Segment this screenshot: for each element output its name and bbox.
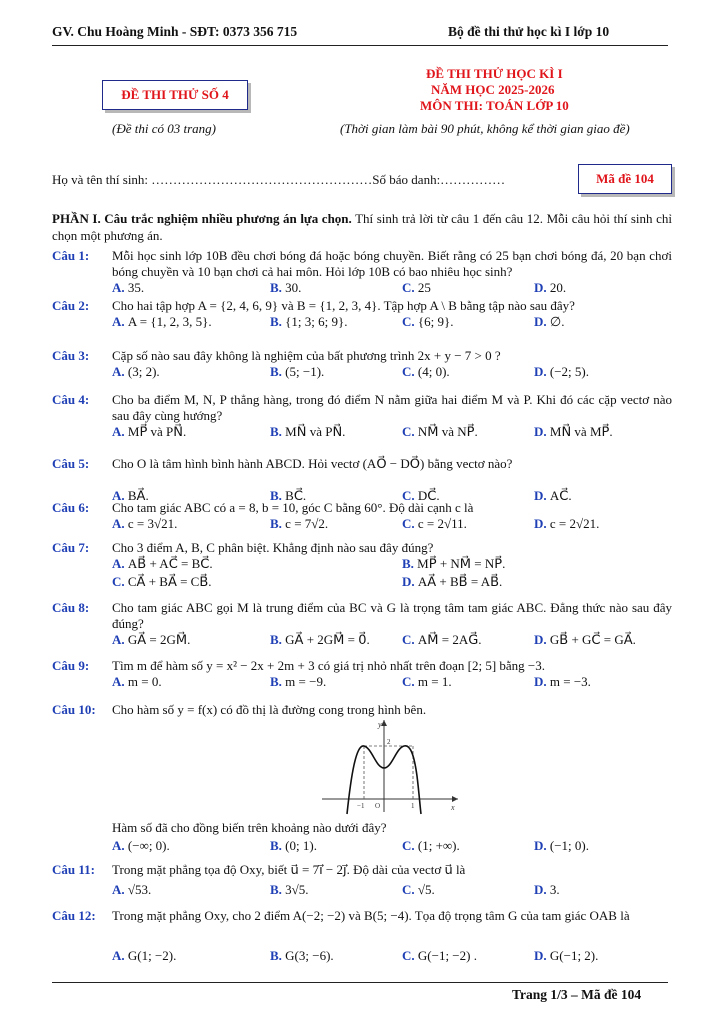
question-text: Cặp số nào sau đây không là nghiệm của bất phương trình 2x + y − 7 > 0 ? xyxy=(112,348,501,363)
option-text: AA⃗ + BB⃗ = AB⃗. xyxy=(417,574,503,589)
option-d[interactable] xyxy=(534,424,613,440)
option-text: 3. xyxy=(549,882,560,897)
option-a[interactable] xyxy=(112,838,170,854)
option-text: G(−1; −2) . xyxy=(417,948,477,963)
question-number: Câu 3: xyxy=(52,348,90,363)
option-letter: B. xyxy=(270,488,286,503)
option-text: DC⃗. xyxy=(417,488,440,503)
question-text: Mỗi học sinh lớp 10B đều chơi bóng đá hoặc bóng chuyền. Biết rằng có 25 bạn chơi bóng đá, 20 bạn chơi bóng chuyền và 10 bạn chơi cả hai môn. Hỏi lớp 10B có bao nhiêu học sinh? xyxy=(112,248,672,279)
option-c[interactable] xyxy=(402,364,450,380)
option-c[interactable] xyxy=(402,314,453,330)
option-letter: C. xyxy=(402,948,418,963)
option-b[interactable] xyxy=(270,882,309,898)
header-rule xyxy=(52,45,668,46)
option-text: NM⃗ và NP⃗. xyxy=(417,424,478,439)
option-text: CA⃗ + BA⃗ = CB⃗. xyxy=(127,574,212,589)
question-number: Câu 8: xyxy=(52,600,90,615)
option-letter: D. xyxy=(534,632,550,647)
question-number: Câu 1: xyxy=(52,248,90,263)
exam-title-3: MÔN THI: TOÁN LỚP 10 xyxy=(420,98,569,113)
option-text: m = 1. xyxy=(417,674,452,689)
option-letter: A. xyxy=(112,674,128,689)
header-teacher: GV. Chu Hoàng Minh - SĐT: 0373 356 715 xyxy=(52,24,298,39)
option-c[interactable] xyxy=(402,674,452,690)
x-label: x xyxy=(451,803,455,812)
option-letter: D. xyxy=(534,280,550,295)
option-letter: D. xyxy=(402,574,418,589)
option-d[interactable] xyxy=(534,838,589,854)
question-number: Câu 12: xyxy=(52,908,96,923)
option-d[interactable] xyxy=(534,632,636,648)
option-text: m = −9. xyxy=(285,674,327,689)
option-row xyxy=(112,516,672,532)
option-letter: B. xyxy=(270,424,286,439)
option-text: m = 0. xyxy=(127,674,162,689)
option-c[interactable] xyxy=(402,882,435,898)
option-letter: D. xyxy=(534,488,550,503)
option-text: c = 2√11. xyxy=(417,516,467,531)
footer-page: Trang 1/3 – Mã đề 104 xyxy=(512,987,642,1002)
option-d[interactable] xyxy=(534,882,560,898)
question-number: Câu 2: xyxy=(52,298,90,313)
option-letter: D. xyxy=(534,838,550,853)
question-text: Cho O là tâm hình bình hành ABCD. Hỏi vectơ (AO⃗ − DO⃗) bằng vectơ nào? xyxy=(112,456,513,471)
x-axis-arrow xyxy=(452,796,458,802)
option-letter: D. xyxy=(534,364,550,379)
option-text: √53. xyxy=(127,882,152,897)
option-d[interactable] xyxy=(534,280,566,296)
option-c[interactable] xyxy=(402,424,478,440)
question-subtext: Hàm số đã cho đồng biến trên khoảng nào dưới đây? xyxy=(112,820,387,835)
origin-label: O xyxy=(375,802,381,810)
part1-instruction: Thí sinh trả lời từ câu 1 đến câu 12. Mỗi câu hỏi thí sinh chỉ chọn một phương án. xyxy=(52,211,672,243)
question-number: Câu 5: xyxy=(52,456,90,471)
option-c[interactable] xyxy=(402,948,477,964)
option-a[interactable] xyxy=(112,364,160,380)
option-a[interactable] xyxy=(112,516,177,532)
option-a[interactable] xyxy=(112,632,190,648)
option-text: (0; 1). xyxy=(285,838,317,853)
option-text: MN⃗ và PN⃗. xyxy=(285,424,346,439)
option-text: MP⃗ + NM⃗ = NP⃗. xyxy=(417,556,506,571)
option-letter: C. xyxy=(402,516,418,531)
option-row xyxy=(112,882,672,898)
option-text: (4; 0). xyxy=(417,364,450,379)
pages-note: (Đề thi có 03 trang) xyxy=(112,121,216,136)
question-number: Câu 11: xyxy=(52,862,95,877)
option-letter: D. xyxy=(534,424,550,439)
option-text: AC⃗. xyxy=(549,488,572,503)
option-letter: B. xyxy=(270,838,286,853)
question-number: Câu 10: xyxy=(52,702,96,717)
option-row xyxy=(112,280,672,296)
part1-heading xyxy=(52,210,672,244)
y-axis-arrow xyxy=(381,720,387,726)
option-text: MN⃗ và MP⃗. xyxy=(549,424,613,439)
option-row xyxy=(112,424,672,440)
option-a[interactable] xyxy=(112,314,212,330)
option-letter: A. xyxy=(112,556,128,571)
option-d[interactable] xyxy=(534,948,598,964)
option-letter: A. xyxy=(112,632,128,647)
option-b[interactable] xyxy=(270,314,348,330)
option-a[interactable] xyxy=(112,424,186,440)
option-letter: B. xyxy=(270,364,286,379)
option-row xyxy=(112,574,672,590)
option-a[interactable] xyxy=(112,674,162,690)
option-letter: C. xyxy=(402,632,418,647)
option-row xyxy=(112,674,672,690)
exam-code: Mã đề 104 xyxy=(596,171,654,186)
option-letter: B. xyxy=(270,314,286,329)
tick-minus1: −1 xyxy=(357,802,365,810)
option-text: (−2; 5). xyxy=(549,364,589,379)
option-letter: C. xyxy=(402,314,418,329)
option-letter: C. xyxy=(402,882,418,897)
question-number: Câu 4: xyxy=(52,392,90,407)
y-label: y xyxy=(378,720,382,729)
option-d[interactable] xyxy=(534,364,589,380)
option-d[interactable] xyxy=(534,516,599,532)
question-text: Cho hai tập hợp A = {2, 4, 6, 9} và B = {1, 2, 3, 4}. Tập hợp A \ B bằng tập nào sau đây? xyxy=(112,298,575,313)
option-text: GA⃗ + 2GM⃗ = 0⃗. xyxy=(285,632,370,647)
option-text: 25 xyxy=(417,280,431,295)
question-number: Câu 7: xyxy=(52,540,90,555)
option-text: AM⃗ = 2AG⃗. xyxy=(417,632,482,647)
option-text: (3; 2). xyxy=(127,364,160,379)
exam-badge-label: ĐỀ THI THỬ SỐ 4 xyxy=(121,87,229,102)
option-text: {1; 3; 6; 9}. xyxy=(285,314,348,329)
option-b[interactable] xyxy=(270,948,334,964)
option-row xyxy=(112,314,672,330)
option-row xyxy=(112,948,672,964)
question-text: Trong mặt phẳng tọa độ Oxy, biết u⃗ = 7i⃗ − 2j⃗. Độ dài của vectơ u⃗ là xyxy=(112,862,466,877)
student-info-line: Họ và tên thí sinh: ……………………………………………Số báo danh:…………… xyxy=(52,172,506,187)
option-b[interactable] xyxy=(270,280,301,296)
question-text: Tìm m để hàm số y = x² − 2x + 2m + 3 có giá trị nhỏ nhất trên đoạn [2; 5] bằng −3. xyxy=(112,658,546,673)
option-text: 30. xyxy=(285,280,302,295)
option-letter: B. xyxy=(270,280,286,295)
option-letter: D. xyxy=(534,314,550,329)
option-letter: C. xyxy=(112,574,128,589)
option-d[interactable] xyxy=(534,314,564,330)
option-letter: C. xyxy=(402,838,418,853)
option-letter: B. xyxy=(270,516,286,531)
option-text: √5. xyxy=(417,882,435,897)
option-letter: A. xyxy=(112,948,128,963)
option-b[interactable] xyxy=(270,364,324,380)
option-letter: B. xyxy=(270,674,286,689)
option-a[interactable] xyxy=(112,948,176,964)
option-c[interactable] xyxy=(402,516,467,532)
option-text: A = {1, 2, 3, 5}. xyxy=(127,314,212,329)
option-a[interactable] xyxy=(112,280,144,296)
option-letter: C. xyxy=(402,280,418,295)
option-letter: C. xyxy=(402,488,418,503)
option-text: GB⃗ + GC⃗ = GA⃗. xyxy=(549,632,636,647)
option-letter: A. xyxy=(112,364,128,379)
question-text: Trong mặt phẳng Oxy, cho 2 điểm A(−2; −2) và B(5; −4). Tọa độ trọng tâm G của tam giác OAB là xyxy=(112,908,630,923)
option-text: 35. xyxy=(127,280,145,295)
option-text: AB⃗ + AC⃗ = BC⃗. xyxy=(127,556,213,571)
footer-rule xyxy=(52,982,668,983)
option-c[interactable] xyxy=(402,838,460,854)
question-text: Cho ba điểm M, N, P thẳng hàng, trong đó điểm N nằm giữa hai điểm M và P. Khi đó các cặp vectơ nào sau đây cùng hướng? xyxy=(112,392,672,423)
option-text: G(3; −6). xyxy=(285,948,334,963)
option-text: BC⃗. xyxy=(285,488,307,503)
option-d[interactable] xyxy=(534,674,591,690)
option-a[interactable] xyxy=(112,882,151,898)
question-number: Câu 6: xyxy=(52,500,90,515)
option-text: BA⃗. xyxy=(127,488,149,503)
option-letter: A. xyxy=(112,424,128,439)
option-text: G(−1; 2). xyxy=(549,948,599,963)
question-number: Câu 9: xyxy=(52,658,90,673)
header-series: Bộ đề thi thử học kì I lớp 10 xyxy=(448,24,610,39)
option-b[interactable] xyxy=(270,424,345,440)
option-letter: B. xyxy=(270,632,286,647)
option-c[interactable] xyxy=(112,574,212,590)
option-row xyxy=(112,632,672,648)
option-letter: A. xyxy=(112,280,128,295)
option-c[interactable] xyxy=(402,280,431,296)
exam-title-2: NĂM HỌC 2025-2026 xyxy=(431,82,555,97)
question-text: Cho hàm số y = f(x) có đồ thị là đường cong trong hình bên. xyxy=(112,702,427,717)
exam-badge xyxy=(102,80,248,110)
option-text: m = −3. xyxy=(549,674,591,689)
time-note: (Thời gian làm bài 90 phút, không kể thời gian giao đề) xyxy=(340,121,630,136)
option-row xyxy=(112,556,672,572)
option-c[interactable] xyxy=(402,632,482,648)
option-letter: A. xyxy=(112,516,128,531)
option-b[interactable] xyxy=(270,516,328,532)
option-letter: D. xyxy=(534,674,550,689)
function-graph xyxy=(318,716,462,816)
option-letter: C. xyxy=(402,674,418,689)
option-text: G(1; −2). xyxy=(127,948,177,963)
option-letter: B. xyxy=(402,556,418,571)
option-text: 20. xyxy=(549,280,567,295)
option-b[interactable] xyxy=(270,674,326,690)
tick-y2: 2 xyxy=(387,738,391,746)
option-letter: C. xyxy=(402,364,418,379)
option-text: 3√5. xyxy=(285,882,309,897)
part1-title: PHẦN I. Câu trắc nghiệm nhiều phương án lựa chọn. xyxy=(52,211,352,226)
option-text: (−1; 0). xyxy=(549,838,589,853)
option-text: MP⃗ và PN⃗. xyxy=(127,424,187,439)
option-text: ∅. xyxy=(549,314,565,329)
option-letter: A. xyxy=(112,882,128,897)
option-text: c = 3√21. xyxy=(127,516,178,531)
option-b[interactable] xyxy=(270,632,370,648)
option-a[interactable] xyxy=(112,556,213,572)
option-text: c = 2√21. xyxy=(549,516,600,531)
option-text: (5; −1). xyxy=(285,364,325,379)
option-b[interactable] xyxy=(270,838,317,854)
option-letter: A. xyxy=(112,314,128,329)
option-letter: A. xyxy=(112,838,128,853)
tick-plus1: 1 xyxy=(411,802,415,810)
option-letter: B. xyxy=(270,882,286,897)
option-letter: D. xyxy=(534,516,550,531)
option-text: (1; +∞). xyxy=(417,838,460,853)
question-text: Cho 3 điểm A, B, C phân biệt. Khẳng định nào sau đây đúng? xyxy=(112,540,434,555)
option-letter: A. xyxy=(112,488,128,503)
exam-title-1: ĐỀ THI THỬ HỌC KÌ I xyxy=(426,66,563,81)
option-text: {6; 9}. xyxy=(417,314,454,329)
option-b[interactable] xyxy=(402,556,505,572)
exam-code-box xyxy=(578,164,672,194)
question-text: Cho tam giác ABC gọi M là trung điểm của BC và G là trọng tâm tam giác ABC. Đẳng thức nào sau đây đúng? xyxy=(112,600,672,631)
question-text: Cho tam giác ABC có a = 8, b = 10, góc C bằng 60°. Độ dài cạnh c là xyxy=(112,500,474,515)
option-text: GA⃗ = 2GM⃗. xyxy=(127,632,191,647)
option-text: c = 7√2. xyxy=(285,516,329,531)
option-row xyxy=(112,364,672,380)
option-letter: D. xyxy=(534,948,550,963)
option-text: (−∞; 0). xyxy=(127,838,170,853)
option-letter: C. xyxy=(402,424,418,439)
option-letter: B. xyxy=(270,948,286,963)
option-d[interactable] xyxy=(402,574,502,590)
option-row xyxy=(112,838,672,854)
option-letter: D. xyxy=(534,882,550,897)
